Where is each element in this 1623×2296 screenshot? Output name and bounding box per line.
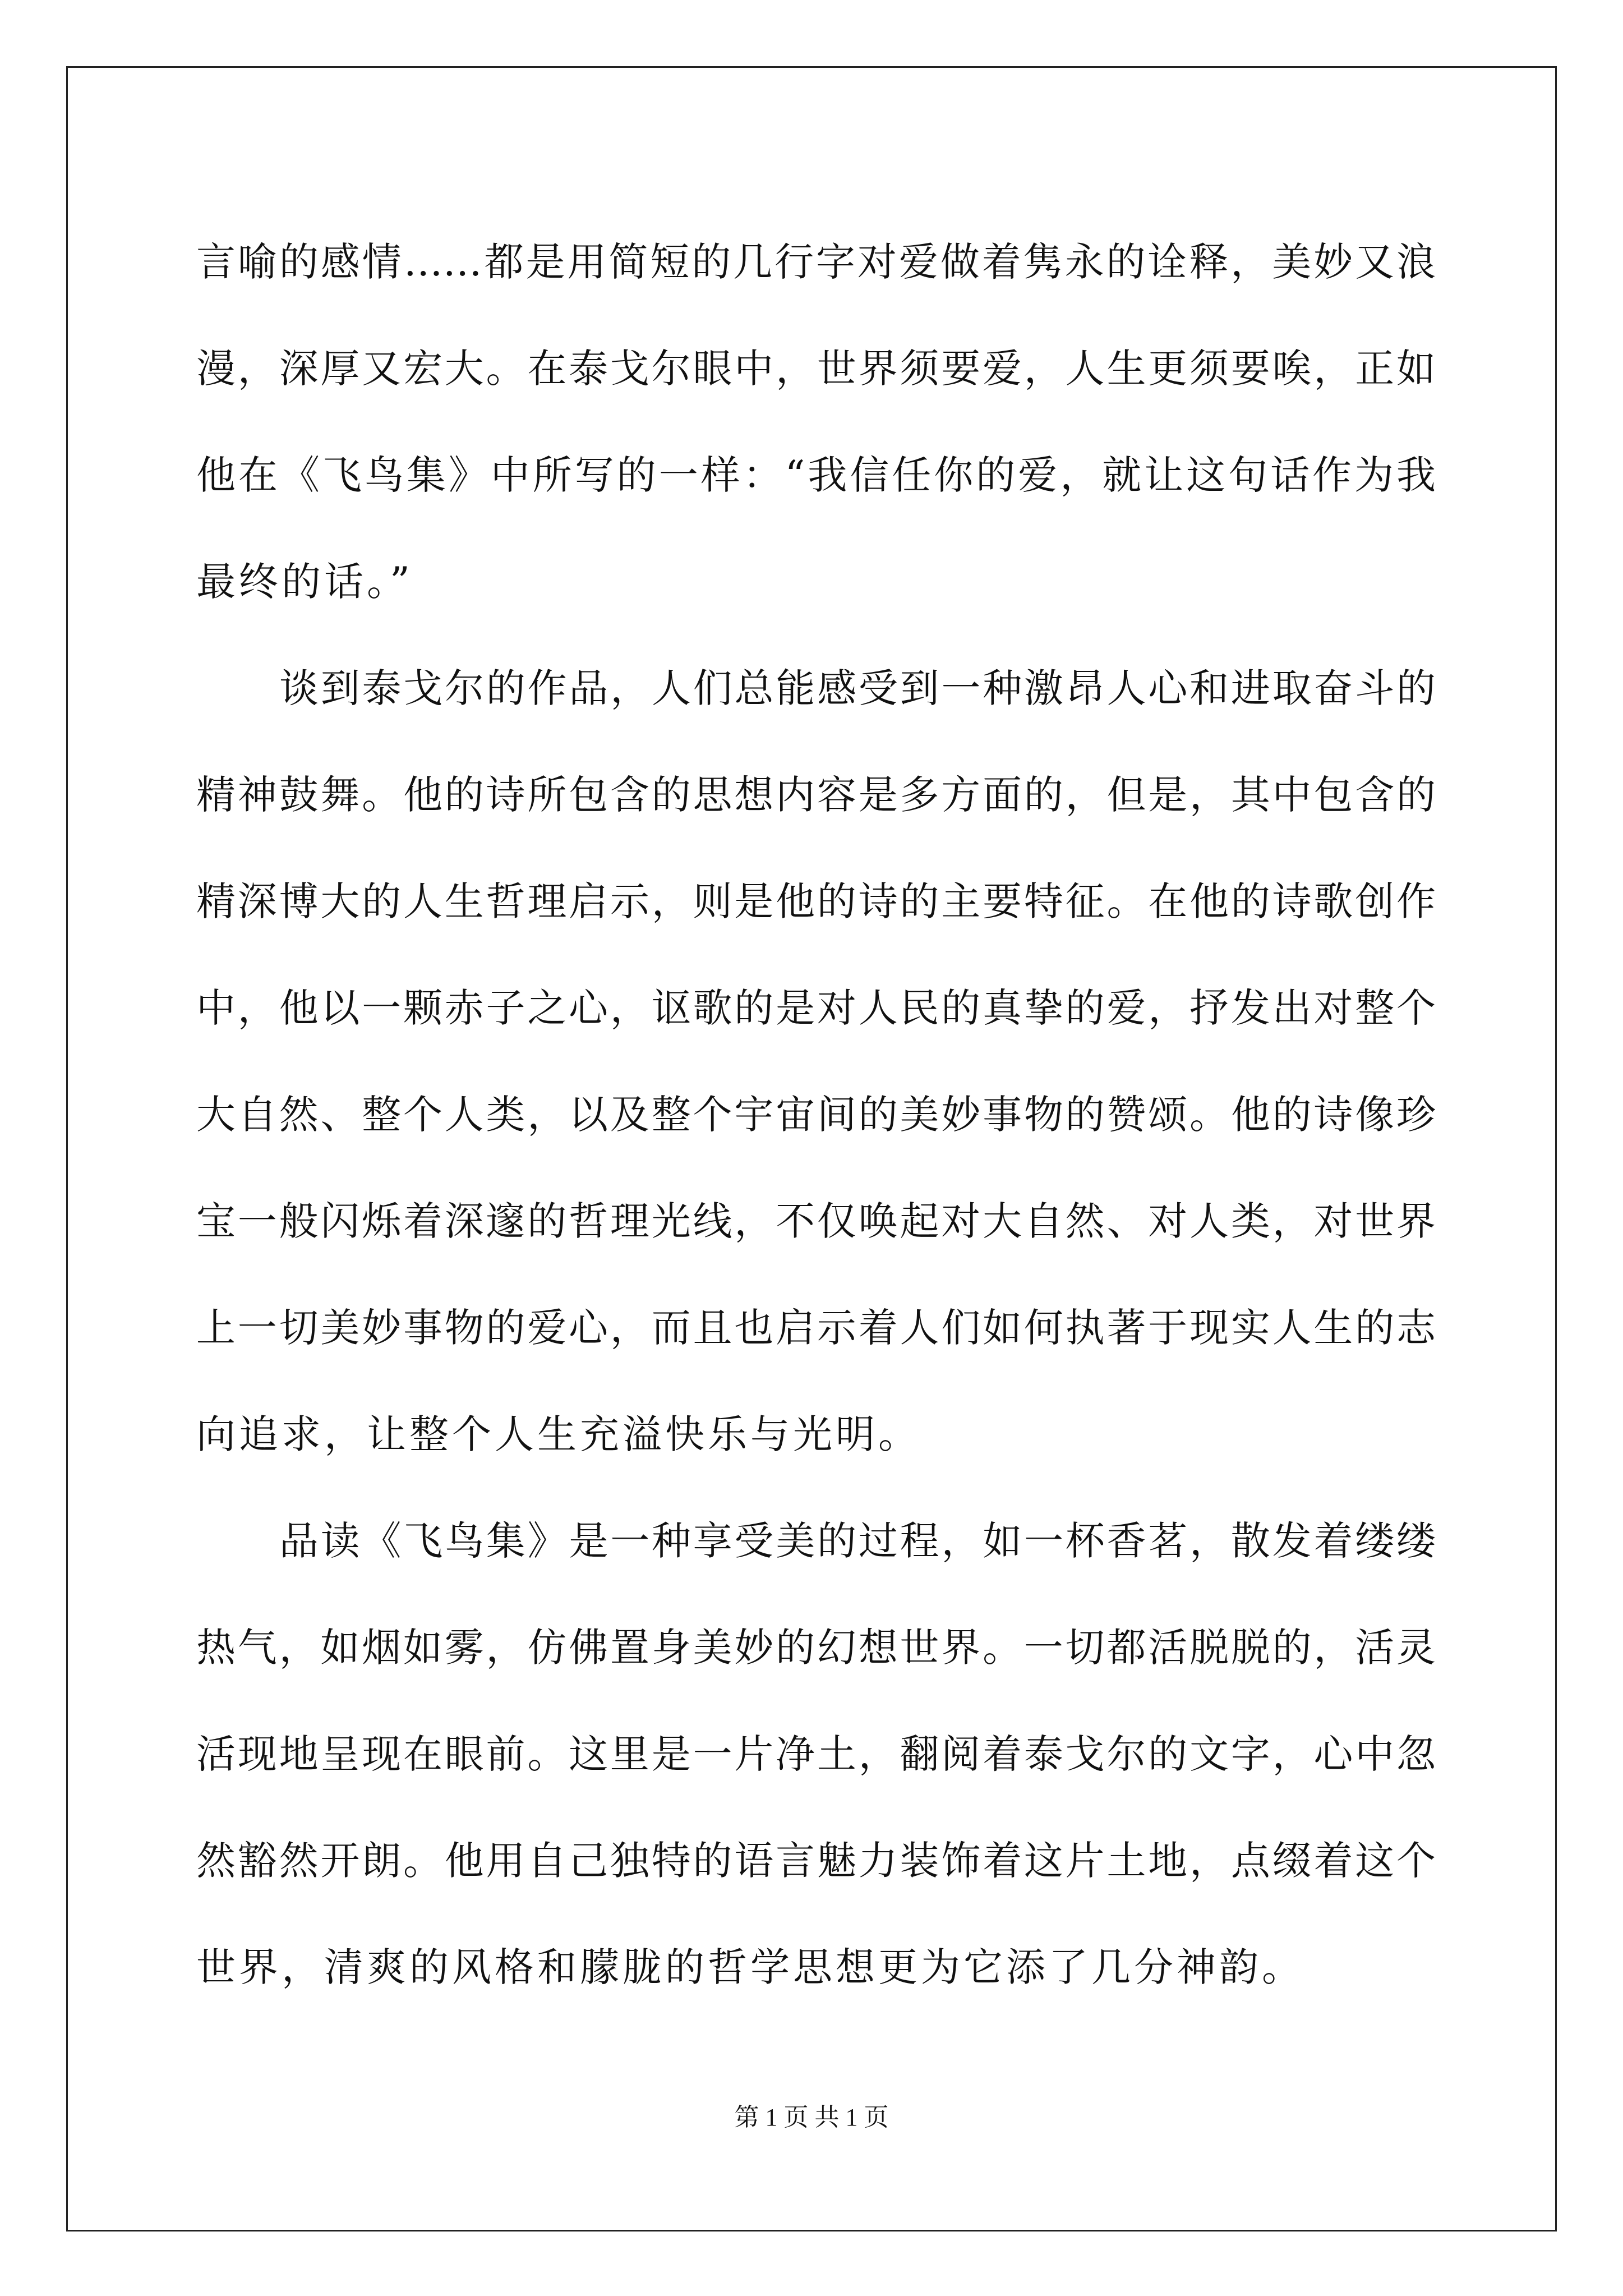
text-line: 热气，如烟如雾，仿佛置身美妙的幻想世界。一切都活脱脱的，活灵 [196,1625,1436,1671]
text-line: 谈到泰戈尔的作品，人们总能感受到一种激昂人心和进取奋斗的 [279,665,1436,711]
text-line: 最终的话。” [196,559,413,605]
text-line: 他在《飞鸟集》中所写的一样：“我信任你的爱，就让这句话作为我 [196,452,1436,498]
document-body [196,209,1436,2021]
text-line: 品读《飞鸟集》是一种享受美的过程，如一杯香茗，散发着缕缕 [279,1518,1436,1564]
text-line: 上一切美妙事物的爱心，而且也启示着人们如何执著于现实人生的志 [196,1305,1436,1351]
text-line: 向追求，让整个人生充溢快乐与光明。 [196,1411,921,1457]
text-line: 言喻的感情……都是用简短的几行字对爱做着隽永的诠释，美妙又浪 [196,239,1436,285]
text-line: 活现地呈现在眼前。这里是一片净土，翻阅着泰戈尔的文字，心中忽 [196,1731,1436,1777]
text-line: 然豁然开朗。他用自己独特的语言魅力装饰着这片土地，点缀着这个 [196,1838,1436,1884]
page-number-footer: 第 1 页 共 1 页 [734,2104,889,2131]
text-line: 世界，清爽的风格和朦胧的哲学思想更为它添了几分神韵。 [196,1944,1304,1990]
text-line: 中，他以一颗赤子之心，讴歌的是对人民的真挚的爱，抒发出对整个 [196,985,1436,1031]
text-line: 宝一般闪烁着深邃的哲理光线，不仅唤起对大自然、对人类，对世界 [196,1198,1436,1244]
text-line: 精深博大的人生哲理启示，则是他的诗的主要特征。在他的诗歌创作 [196,878,1436,924]
text-line: 精神鼓舞。他的诗所包含的思想内容是多方面的，但是，其中包含的 [196,772,1436,818]
text-line: 漫，深厚又宏大。在泰戈尔眼中，世界须要爱，人生更须要唉，正如 [196,346,1436,392]
text-line: 大自然、整个人类，以及整个宇宙间的美妙事物的赞颂。他的诗像珍 [196,1092,1436,1138]
